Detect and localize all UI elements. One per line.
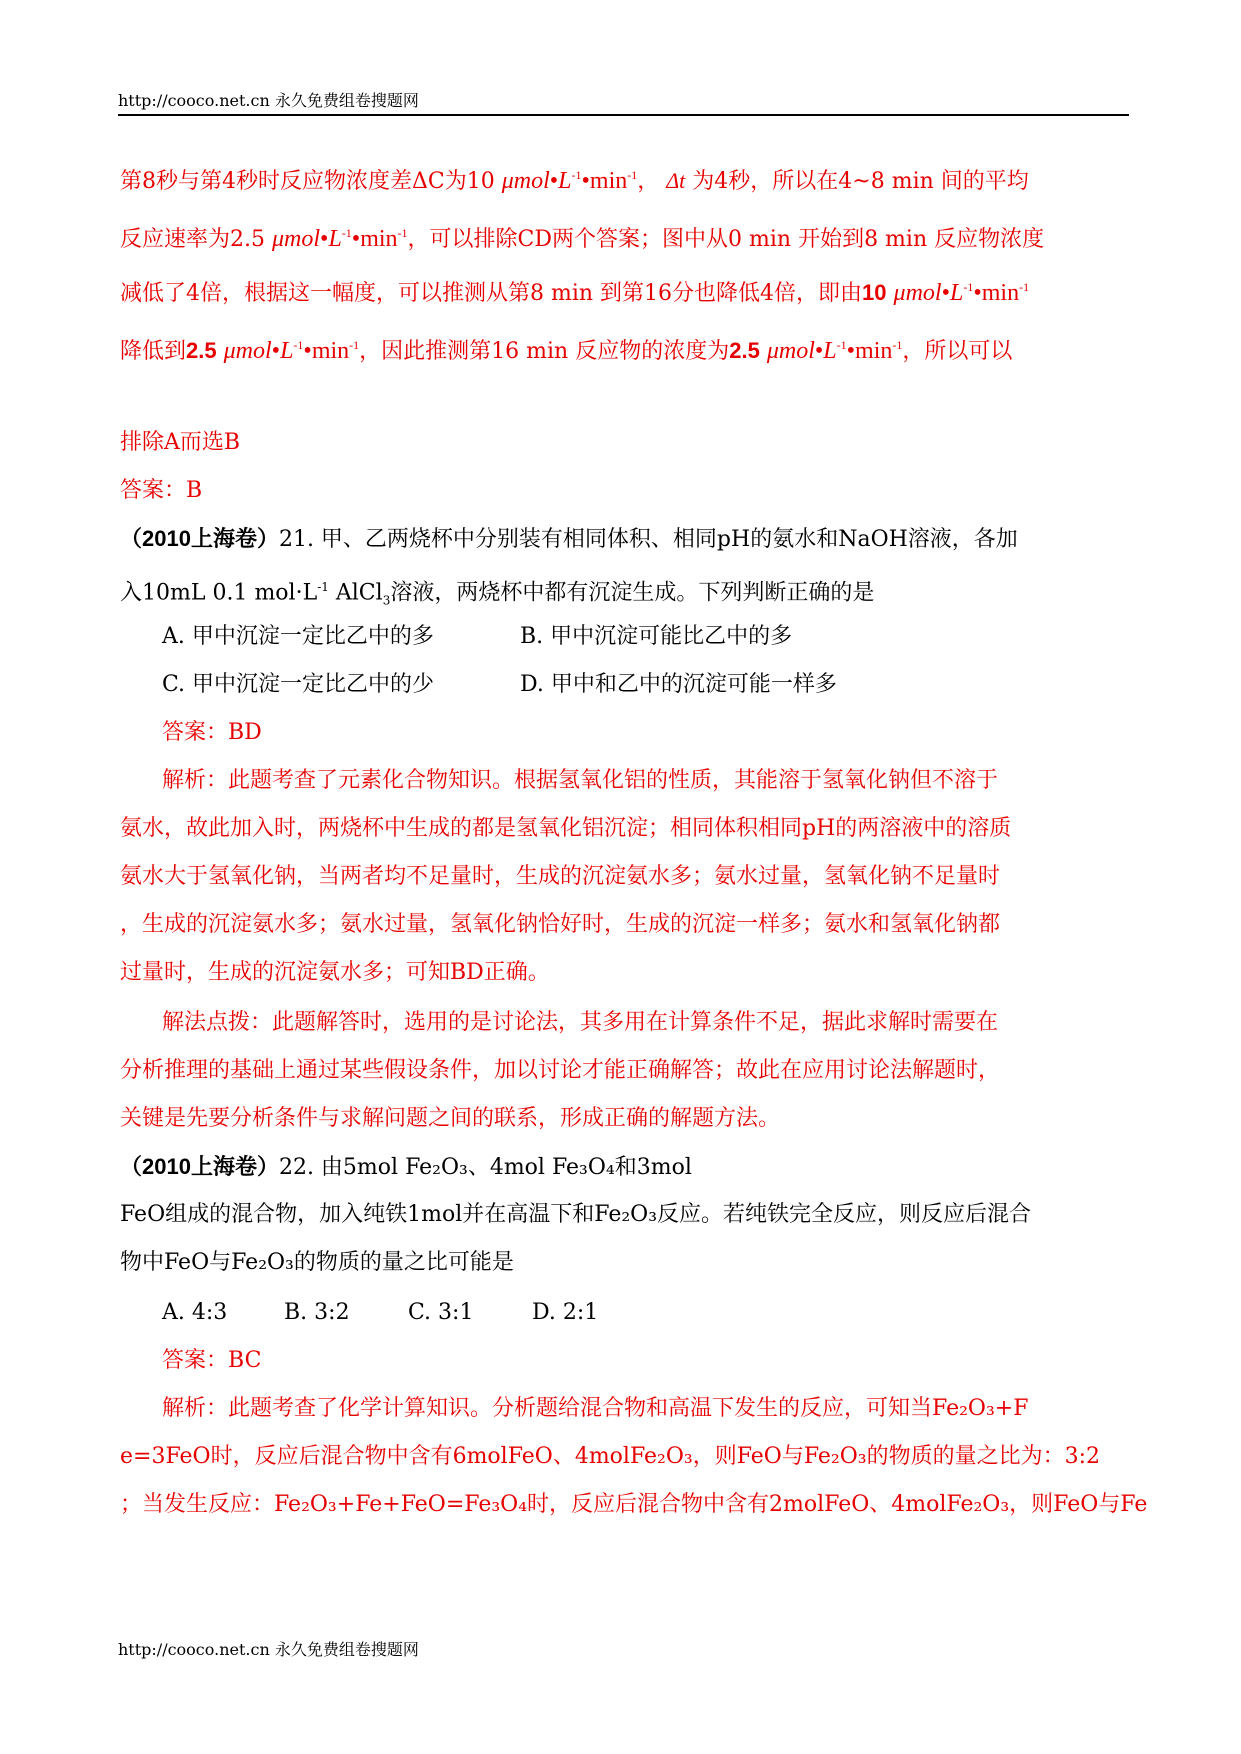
unit-dot: • [351,226,361,252]
question-source: （2010上海卷） [120,1154,279,1179]
q21-line-2 [120,572,874,616]
unit-expression [272,226,408,252]
q21-option-c: C. 甲中沉淀一定比乙中的少 [162,672,435,697]
text-segment: 降低到 [120,339,187,364]
unit-dot: • [941,280,950,306]
bold-number: 2.5 [186,338,217,363]
q21-explanation-1: 解析：此题考查了元素化合物知识。根据氢氧化铝的性质，其能溶于氢氧化钠但不溶于 [162,768,999,793]
text-segment: 反应速率为2.5 [120,227,272,252]
analysis-line-5: 排除A而选B [120,430,241,455]
q22-explanation-1: 解析：此题考查了化学计算知识。分析题给混合物和高温下发生的反应，可知当Fe₂O₃+F [162,1396,1029,1421]
text-segment: 22. 由5mol Fe₂O₃、4mol Fe₃O₄和3mol [278,1155,692,1180]
q22-option-a: A. 4:3 [162,1300,228,1325]
unit-expression [502,168,638,194]
q21-tip-3: 关键是先要分析条件与求解问题之间的联系，形成正确的解题方法。 [120,1106,781,1131]
unit-dot: • [973,280,982,306]
bold-number: 10 [862,280,887,305]
q22-option-b: B. 3:2 [284,1300,350,1325]
unit-mu: μmol [223,338,272,364]
unit-dot: • [581,168,590,194]
unit-expression [767,338,903,364]
unit-exp: -1 [349,338,360,352]
subscript: 3 [382,593,391,608]
text-segment: 21. 甲、乙两烧杯中分别装有相同体积、相同pH的氨水和NaOH溶液，各加 [278,527,1018,552]
unit-min: min [589,168,628,194]
text-segment: ，因此推测第16 min 反应物的浓度为 [359,339,730,364]
unit-dot: • [303,338,312,364]
unit-l: L [328,226,342,252]
unit-exp: -1 [892,338,903,352]
answer-q20: 答案：B [120,478,203,503]
q21-option-a: A. 甲中沉淀一定比乙中的多 [162,624,434,649]
text-segment: 溶液，两烧杯中都有沉淀生成。下列判断正确的是 [390,580,875,606]
q21-option-d: D. 甲中和乙中的沉淀可能一样多 [520,672,837,697]
q21-explanation-4: ，生成的沉淀氨水多；氨水过量，氢氧化钠恰好时，生成的沉淀一样多；氨水和氢氧化钠都 [120,912,1001,937]
unit-l: L [558,168,572,194]
unit-exp: -1 [341,226,352,240]
unit-exp: -1 [293,338,304,352]
unit-l: L [949,280,964,306]
answer-q21: 答案：BD [162,720,262,745]
unit-exp: -1 [963,280,974,294]
unit-min: min [311,338,350,364]
text-segment: AlCl [328,580,383,606]
q21-explanation-3: 氨水大于氢氧化钠，当两者均不足量时，生成的沉淀氨水多；氨水过量，氢氧化钠不足量时 [120,864,1001,889]
unit-min: min [360,226,398,252]
q22-option-d: D. 2:1 [532,1300,599,1325]
page-header: http://cooco.net.cn 永久免费组卷搜题网 [118,91,419,110]
unit-exp: -1 [571,168,582,182]
q22-line-2: FeO组成的混合物，加入纯铁1mol并在高温下和Fe₂O₃反应。若纯铁完全反应，则反应后混合 [120,1202,1032,1227]
unit-dot: • [320,226,329,252]
q22-line-3: 物中FeO与Fe₂O₃的物质的量之比可能是 [120,1250,514,1275]
q22-line-1 [120,1152,692,1183]
unit-expression [894,280,1030,306]
unit-dot: • [846,338,856,364]
question-source: （2010上海卷） [120,526,279,551]
unit-dot: • [549,168,559,194]
unit-min: min [855,338,893,364]
text-segment: 为4秒，所以在4~8 min 间的平均 [685,169,1029,194]
unit-exp: -1 [397,226,408,240]
analysis-line-1 [120,160,1029,197]
unit-exp: -1 [627,168,638,182]
unit-dot: • [271,338,281,364]
unit-mu: μmol [766,338,815,364]
text-segment: ，所以可以 [902,339,1013,364]
analysis-line-2 [120,218,1044,255]
text-segment: 第8秒与第4秒时反应物浓度差ΔC为10 [120,169,502,194]
delta-t: Δt [666,168,686,193]
text-segment: ， [637,169,667,194]
text-segment: ，可以排除CD两个答案；图中从0 min 开始到8 min 反应物浓度 [407,227,1045,252]
unit-dot: • [814,338,824,364]
q22-option-c: C. 3:1 [408,1300,474,1325]
q21-line-1 [120,524,1018,555]
text-segment: 入10mL 0.1 mol·L [120,580,318,606]
header-rule [118,114,1129,116]
unit-expression [224,338,360,364]
unit-exp: -1 [1019,280,1030,294]
answer-q22: 答案：BC [162,1348,262,1373]
analysis-line-4 [120,330,1012,367]
unit-mu: μmol [893,280,942,306]
bold-number: 2.5 [729,338,760,363]
unit-min: min [981,280,1020,306]
q22-explanation-3: ；当发生反应：Fe₂O₃+Fe+FeO=Fe₃O₄时，反应后混合物中含有2molFeO、4molFe₂O₃，则FeO与Fe [120,1492,1148,1517]
q22-explanation-2: e=3FeO时，反应后混合物中含有6molFeO、4molFe₂O₃，则FeO与Fe₂O₃的物质的量之比为：3:2 [120,1444,1101,1469]
q21-explanation-5: 过量时，生成的沉淀氨水多；可知BD正确。 [120,960,550,985]
text-segment: 减低了4倍，根据这一幅度，可以推测从第8 min 到第16分也降低4倍，即由 [120,281,863,306]
unit-mu: μmol [271,226,321,252]
unit-l: L [823,338,837,364]
page-footer: http://cooco.net.cn 永久免费组卷搜题网 [118,1640,419,1659]
superscript: -1 [317,580,329,594]
q21-tip-1: 解法点拨：此题解答时，选用的是讨论法，其多用在计算条件不足，据此求解时需要在 [162,1010,999,1035]
q21-option-b: B. 甲中沉淀可能比乙中的多 [520,624,793,649]
unit-exp: -1 [836,338,847,352]
analysis-line-3 [120,272,1029,309]
unit-mu: μmol [501,168,550,194]
unit-l: L [280,338,294,364]
q21-tip-2: 分析推理的基础上通过某些假设条件，加以讨论才能正确解答；故此在应用讨论法解题时， [120,1058,1001,1083]
q21-explanation-2: 氨水，故此加入时，两烧杯中生成的都是氢氧化铝沉淀；相同体积相同pH的两溶液中的溶质 [120,816,1012,841]
